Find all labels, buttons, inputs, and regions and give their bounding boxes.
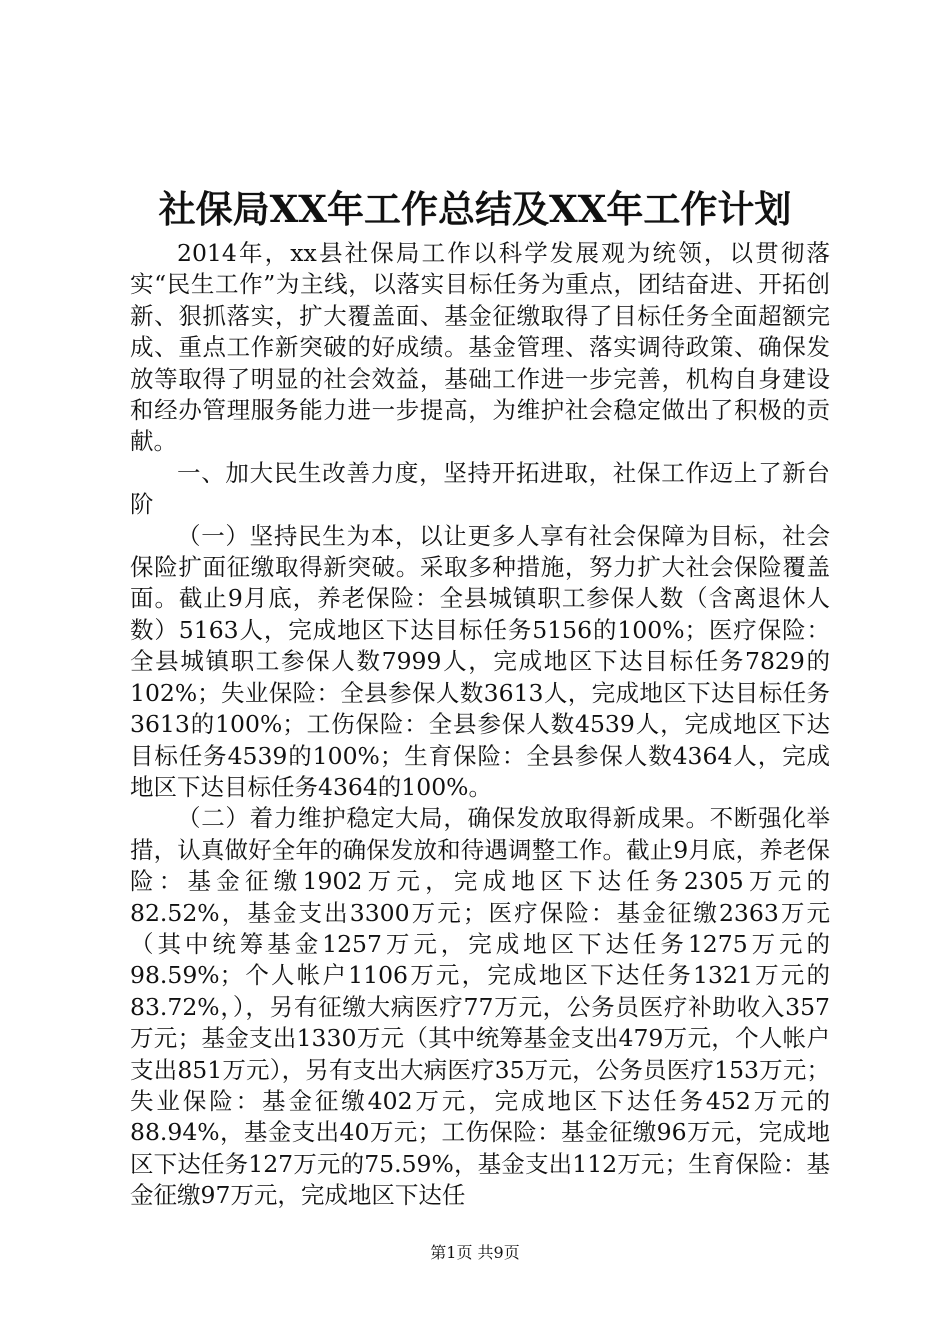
document-title: 社保局XX年工作总结及XX年工作计划 — [158, 187, 792, 231]
paragraph-funds: （二）着力维护稳定大局，确保发放取得新成果。不断强化举措，认真做好全年的确保发放和待遇调整工作。截止9月底，养老保险：基金征缴1902万元，完成地区下达任务2305万元的82.52%，基金支出3300万元；医疗保险：基金征缴2363万元（其中统筹基金1257万元，完成地区下达任务1275万元的98.59%；个人帐户1106万元，完成地区下达任务1321万元的83.72%，），另有征缴大病医疗77万元，公务员医疗补助收入357万元；基金支出1330万元（其中统筹基金支出479万元，个人帐户支出851万元），另有支出大病医疗35万元，公务员医疗153万元；失业保险：基金征缴402万元，完成地区下达任务452万元的88.94%，基金支出40万元；工伤保险：基金征缴96万元，完成地区下达任务127万元的75.59%，基金支出112万元；生育保险：基金征缴97万元，完成地区下达任 — [130, 804, 830, 1210]
page-footer: 第1页 共9页 — [430, 1243, 520, 1262]
document-body — [130, 238, 830, 1212]
paragraph-coverage: （一）坚持民生为本，以让更多人享有社会保障为目标，社会保险扩面征缴取得新突破。采取多种措施，努力扩大社会保险覆盖面。截止9月底，养老保险：全县城镇职工参保人数（含离退休人数）5163人，完成地区下达目标任务5156的100%；医疗保险：全县城镇职工参保人数7999人，完成地区下达目标任务7829的102%；失业保险：全县参保人数3613人，完成地区下达目标任务3613的100%；工伤保险：全县参保人数4539人，完成地区下达目标任务4539的100%；生育保险：全县参保人数4364人，完成地区下达目标任务4364的100%。 — [130, 521, 830, 801]
section-heading-1: 一、加大民生改善力度，坚持开拓进取，社保工作迈上了新台阶 — [130, 458, 830, 519]
paragraph-intro: 2014年，xx县社保局工作以科学发展观为统领，以贯彻落实“民生工作”为主线，以落实目标任务为重点，团结奋进、开拓创新、狠抓落实，扩大覆盖面、基金征缴取得了目标任务全面超额完成、重点工作新突破的好成绩。基金管理、落实调待政策、确保发放等取得了明显的社会效益，基础工作进一步完善，机构自身建设和经办管理服务能力进一步提高，为维护社会稳定做出了积极的贡献。 — [130, 239, 830, 456]
